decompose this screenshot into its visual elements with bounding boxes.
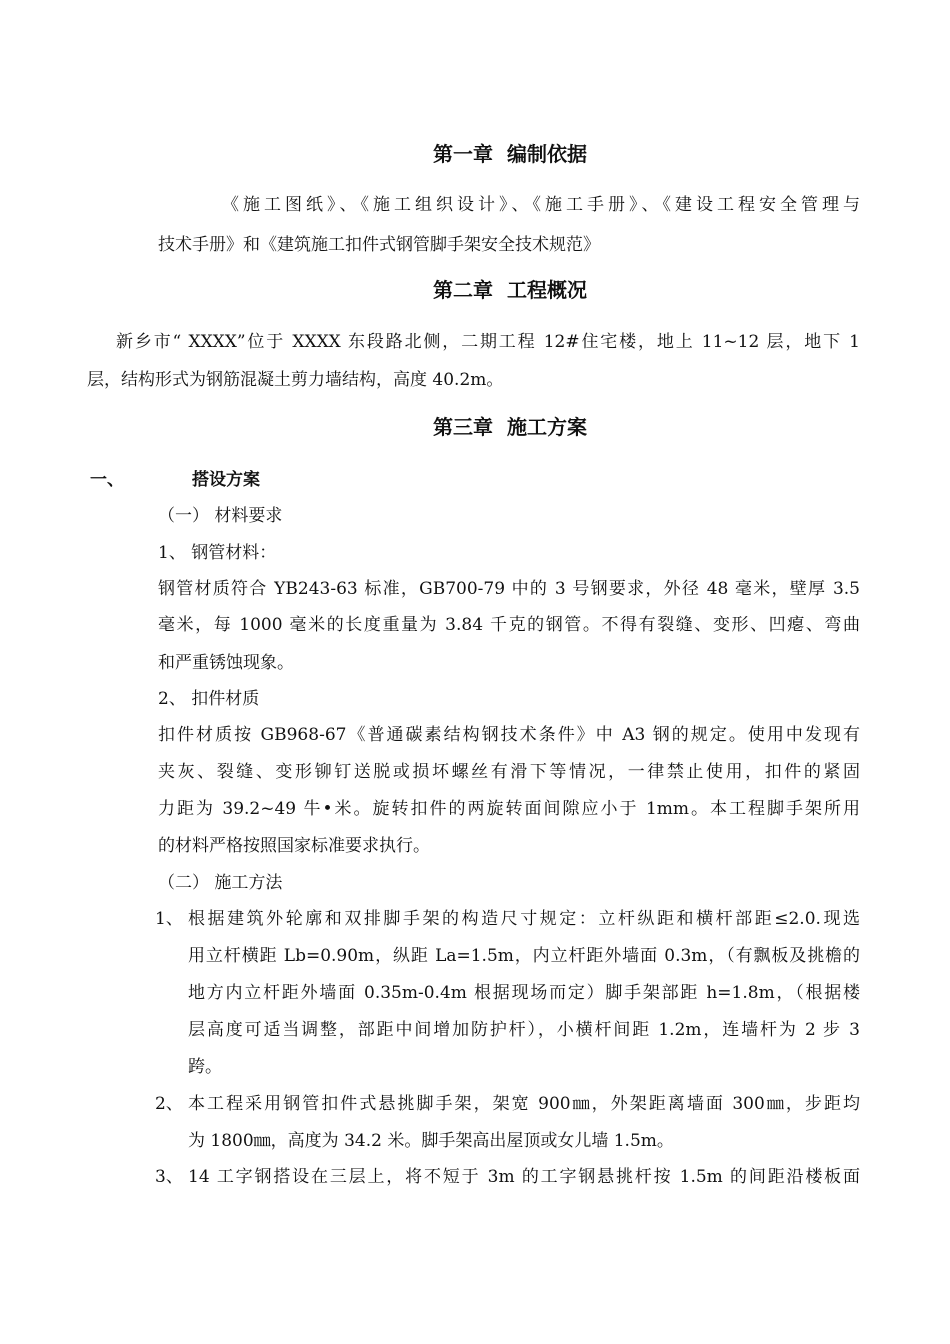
method-3-line-1: 14 工字钢搭设在三层上，将不短于 3m 的工字钢悬挑杆按 1.5m 的间距沿楼板面	[188, 1167, 860, 1187]
chapter-1-number: 第一章	[433, 142, 494, 166]
method-2-number: 2、	[155, 1094, 183, 1114]
item-2-line-3: 力距为 39.2~49 牛•米。旋转扣件的两旋转面间隙应小于 1mm。本工程脚手架所用	[158, 799, 860, 819]
chapter-1-heading	[0, 138, 950, 167]
basis-line-2: 技术手册》和《建筑施工扣件式钢管脚手架安全技术规范》	[158, 235, 600, 255]
chapter-2-title: 工程概况	[506, 278, 587, 302]
item-2-line-4: 的材料严格按照国家标准要求执行。	[158, 836, 430, 856]
item-1-line-2: 毫米，每 1000 毫米的长度重量为 3.84 千克的钢管。不得有裂缝、变形、凹瘪、弯曲	[158, 615, 860, 635]
method-1-line-3: 地方内立杆距外墙面 0.35m-0.4m 根据现场而定）脚手架部距 h=1.8m，（根据楼	[188, 983, 860, 1003]
chapter-3-title: 施工方案	[506, 415, 587, 439]
method-3-number: 3、	[155, 1167, 183, 1187]
method-2-line-1: 本工程采用钢管扣件式悬挑脚手架，架宽 900㎜，外架距离墙面 300㎜，步距均	[188, 1094, 860, 1114]
overview-line-2: 层，结构形式为钢筋混凝土剪力墙结构，高度 40.2m。	[87, 370, 504, 390]
item-1-line-3: 和严重锈蚀现象。	[158, 653, 294, 673]
item-2-line-1: 扣件材质按 GB968-67《普通碳素结构钢技术条件》中 A3 钢的规定。使用中发现有	[158, 725, 860, 745]
method-1-number: 1、	[155, 909, 183, 929]
item-2-line-2: 夹灰、裂缝、变形铆钉送脱或损坏螺丝有滑下等情况，一律禁止使用，扣件的紧固	[158, 762, 860, 782]
basis-line-1: 《施工图纸》、《施工组织设计》、《施工手册》、《建设工程安全管理与	[222, 195, 860, 215]
method-1-line-4: 层高度可适当调整，部距中间增加防护杆），小横杆间距 1.2m，连墙杆为 2 步 3	[188, 1020, 860, 1040]
chapter-2-heading	[0, 274, 950, 303]
chapter-1-title: 编制依据	[506, 142, 587, 166]
chapter-2-number: 第二章	[433, 278, 494, 302]
section-1-title: 搭设方案	[192, 470, 260, 490]
item-2-title: 2、 扣件材质	[158, 689, 260, 709]
overview-line-1: 新乡市“ XXXX”位于 XXXX 东段路北侧，二期工程 12#住宅楼，地上 11~12 层，地下 1	[116, 332, 860, 352]
item-1-line-1: 钢管材质符合 YB243-63 标准，GB700-79 中的 3 号钢要求，外径 48 毫米，壁厚 3.5	[158, 579, 860, 599]
chapter-3-number: 第三章	[433, 415, 494, 439]
method-1-line-1: 根据建筑外轮廓和双排脚手架的构造尺寸规定：立杆纵距和横杆部距≤2.0.现选	[188, 909, 860, 929]
method-1-line-5: 跨。	[188, 1057, 222, 1077]
subsection-2-heading: （二） 施工方法	[158, 873, 283, 893]
section-1-number: 一、	[90, 470, 124, 490]
item-1-title: 1、 钢管材料：	[158, 543, 277, 563]
subsection-1-heading: （一） 材料要求	[158, 506, 283, 526]
method-2-line-2: 为 1800㎜，高度为 34.2 米。脚手架高出屋顶或女儿墙 1.5m。	[188, 1131, 674, 1151]
method-1-line-2: 用立杆横距 Lb=0.90m，纵距 La=1.5m，内立杆距外墙面 0.3m，（有飘板及挑檐的	[188, 946, 860, 966]
chapter-3-heading	[0, 411, 950, 440]
